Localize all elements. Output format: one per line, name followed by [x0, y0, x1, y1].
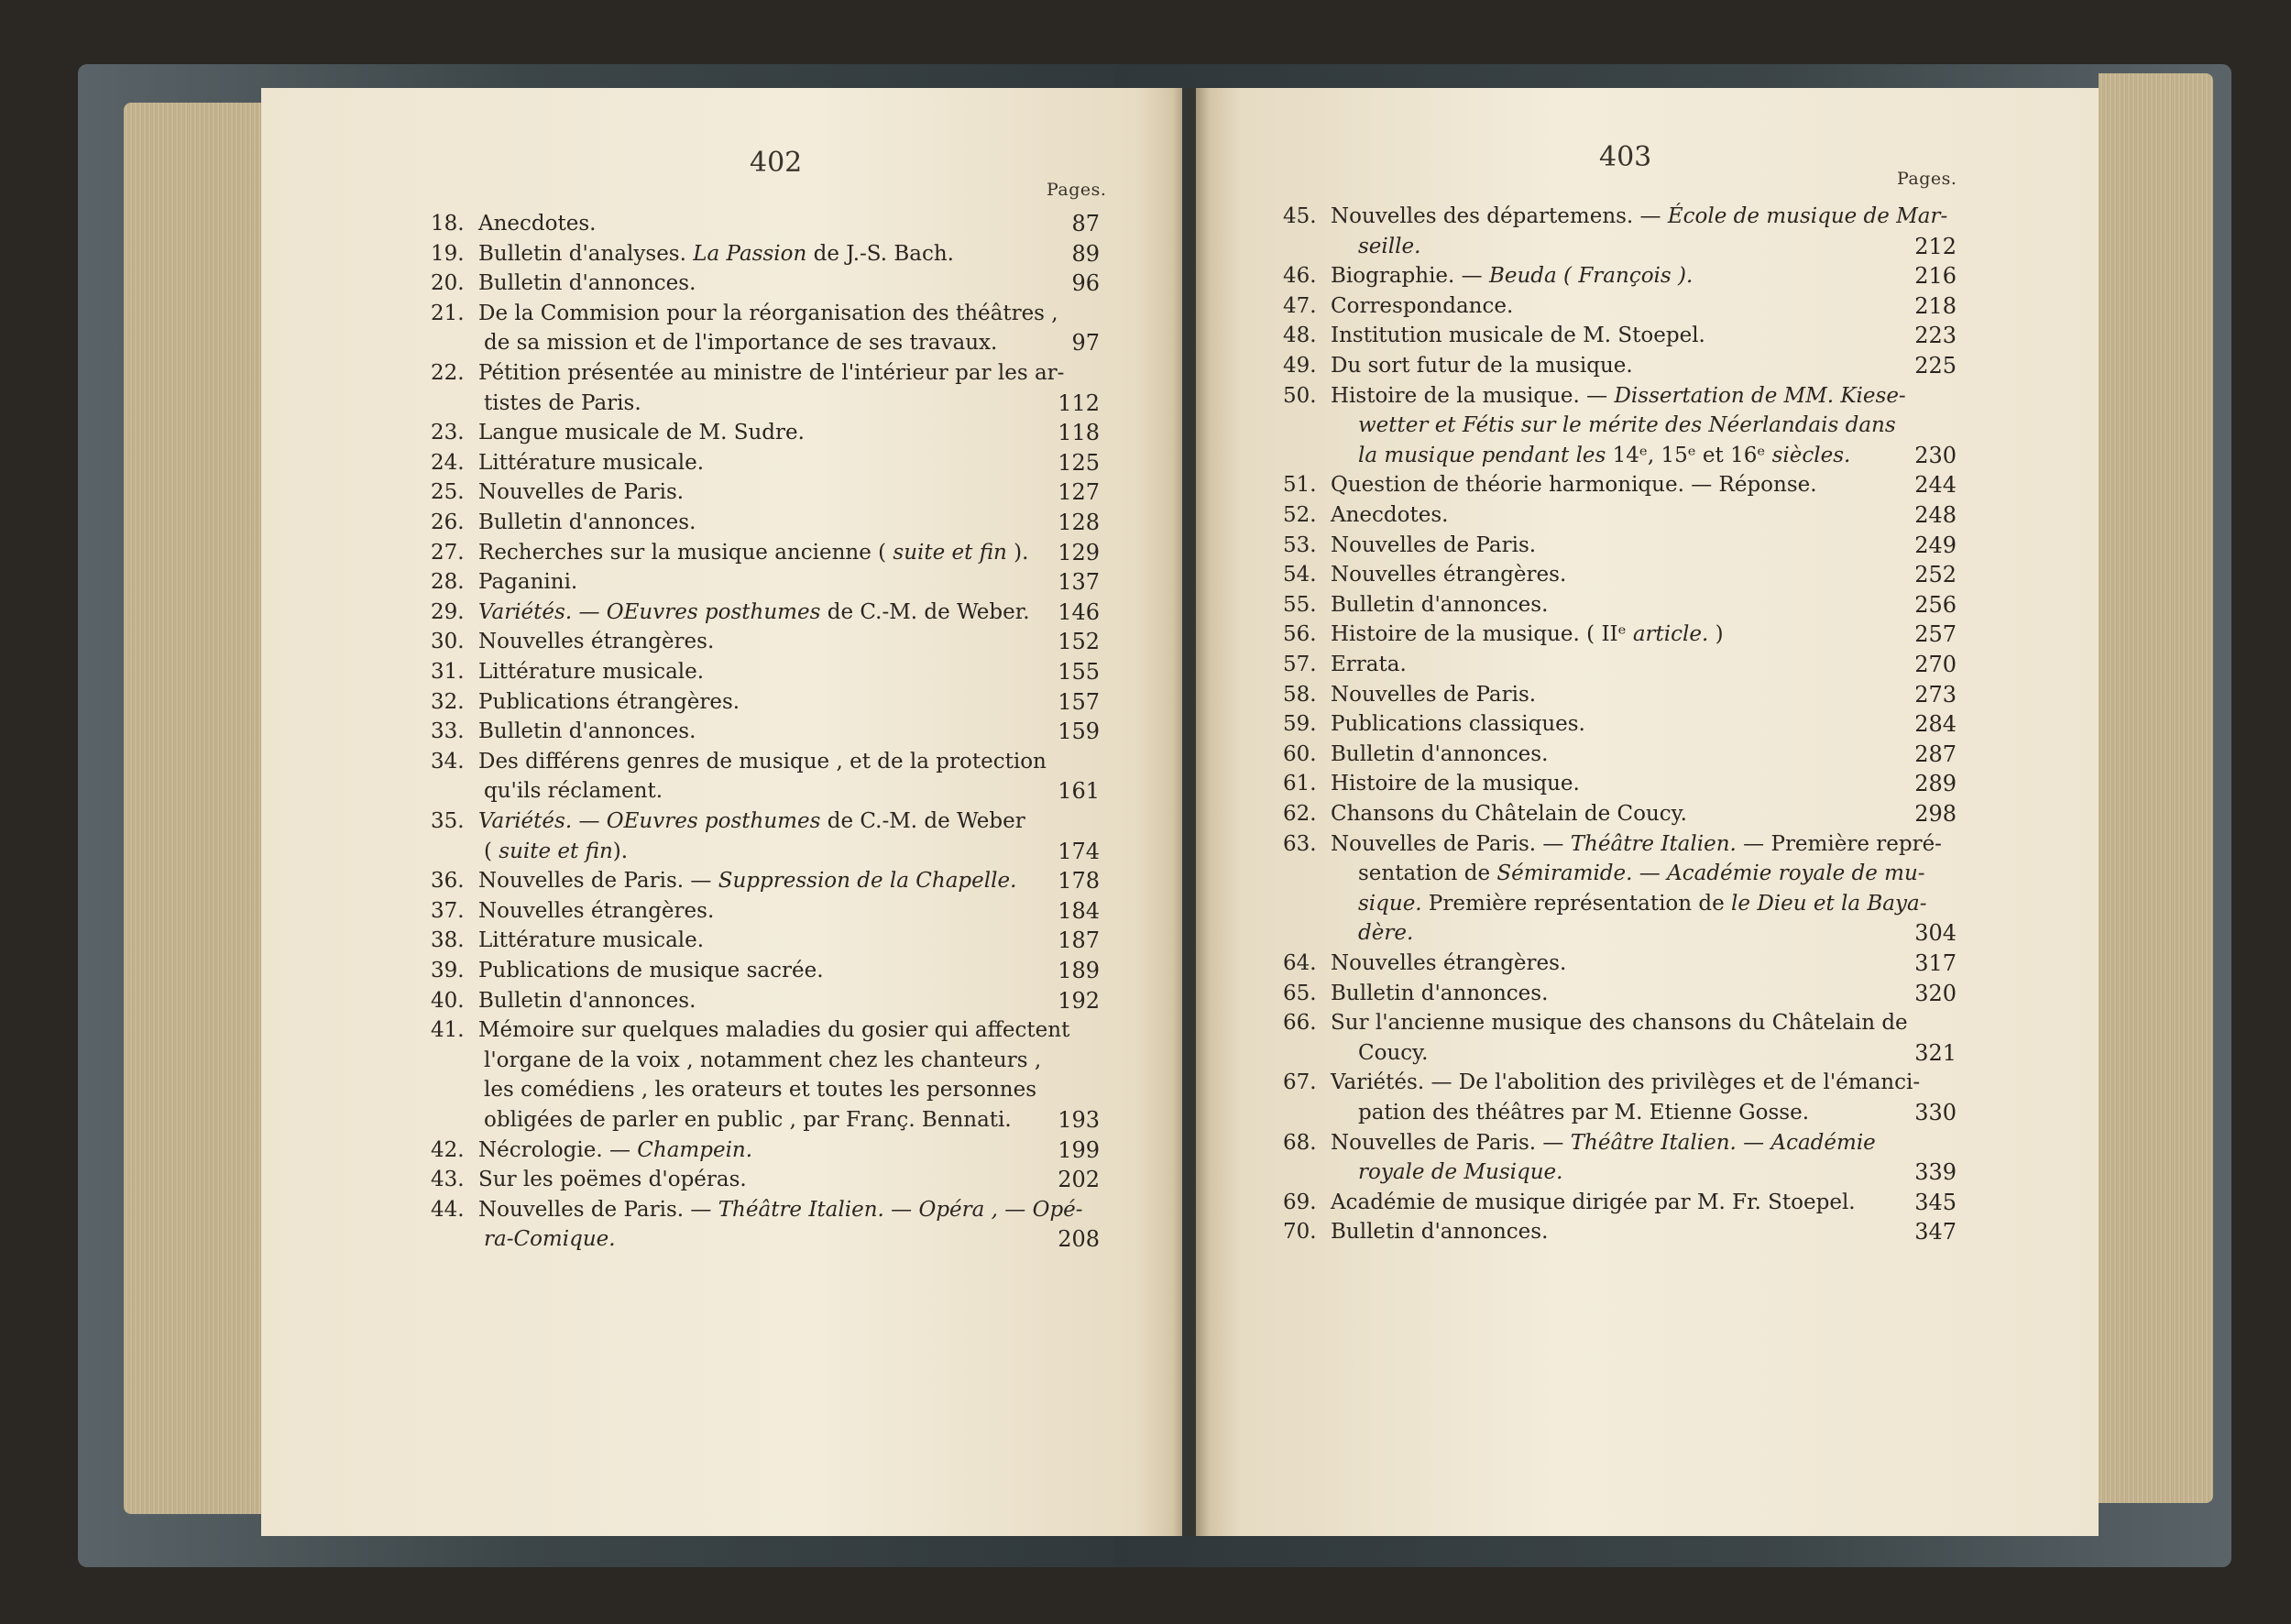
- entry-page-number: 129: [1058, 539, 1100, 565]
- entry-page-number: 304: [1914, 920, 1957, 947]
- entry-text: wetter et Fétis sur le mérite des Néerlandais dans: [1358, 413, 1896, 438]
- entry-page-number: 189: [1058, 958, 1100, 983]
- entry-page-number: 248: [1914, 502, 1957, 528]
- entry-number: 67.: [1283, 1070, 1317, 1095]
- entry-text: Nouvelles de Paris.: [478, 480, 685, 505]
- entry-text: ).: [612, 839, 629, 863]
- entry-page-number: 159: [1058, 719, 1100, 745]
- entry-number: 44.: [431, 1197, 465, 1222]
- entry-text: Pétition présentée au ministre de l'intérieur par les ar-: [478, 361, 1065, 385]
- entry-text: Bulletin d'annonces.: [478, 510, 696, 534]
- entry-page-number: 230: [1914, 442, 1957, 468]
- entry-number: 58.: [1283, 682, 1317, 707]
- toc-entry-line: [431, 657, 704, 686]
- toc-entry-line: [1283, 261, 1693, 291]
- toc-entry-line: [1283, 769, 1580, 798]
- entry-text: suite et fin: [893, 540, 1007, 565]
- entry-page-number: 330: [1914, 1100, 1957, 1125]
- toc-entry-line: [431, 1165, 747, 1194]
- entry-text: Nouvelles étrangères.: [478, 630, 715, 654]
- entry-text: Nouvelles de Paris. —: [1331, 831, 1571, 856]
- toc-entry-line: [484, 328, 997, 357]
- entry-text: siècles.: [1771, 443, 1851, 467]
- entry-text: Nouvelles de Paris. —: [1331, 1130, 1571, 1155]
- entry-text: Bulletin d'annonces.: [478, 271, 696, 296]
- toc-entry-line: [1283, 1128, 1876, 1158]
- entry-text: Histoire de la musique.: [1331, 772, 1580, 796]
- entry-text: Question de théorie harmonique. — Réponse.: [1331, 473, 1817, 498]
- entry-text: Nouvelles étrangères.: [478, 898, 715, 923]
- entry-text: Suppression de la Chapelle.: [718, 869, 1017, 894]
- entry-text: Nouvelles de Paris. —: [478, 869, 718, 894]
- entry-text: Mémoire sur quelques maladies du gosier qui affectent: [478, 1018, 1070, 1043]
- toc-entry-line: [1283, 979, 1548, 1008]
- entry-page-number: 157: [1058, 688, 1100, 715]
- entry-number: 50.: [1283, 383, 1317, 408]
- entry-text: Nouvelles étrangères.: [1331, 951, 1567, 975]
- entry-page-number: 257: [1914, 621, 1957, 648]
- entry-text: Sur l'ancienne musique des chansons du Châtelain de: [1331, 1011, 1908, 1036]
- entry-number: 47.: [1283, 293, 1317, 318]
- entry-page-number: 339: [1914, 1159, 1957, 1186]
- entry-text: article.: [1632, 622, 1709, 647]
- entry-text: ): [1708, 622, 1724, 647]
- entry-number: 25.: [431, 480, 465, 505]
- entry-page-number: 187: [1058, 927, 1100, 954]
- entry-number: 70.: [1283, 1220, 1317, 1245]
- entry-number: 48.: [1283, 324, 1317, 348]
- toc-entry-line: [431, 508, 696, 537]
- toc-entry-line: [1283, 500, 1448, 530]
- toc-entry-line: [1358, 1038, 1428, 1068]
- toc-entry-line: [431, 209, 596, 238]
- entry-text: le Dieu et la Baya-: [1731, 891, 1927, 916]
- entry-text: Publications étrangères.: [478, 689, 740, 714]
- entry-text: Publications classiques.: [1331, 712, 1585, 737]
- toc-entry-line: [1283, 531, 1536, 560]
- entry-number: 33.: [431, 719, 465, 744]
- entry-text: Bulletin d'annonces.: [1331, 1220, 1549, 1245]
- toc-entry-line: [484, 1075, 1036, 1104]
- entry-text: Variétés. — De l'abolition des privilèges et de l'émanci-: [1331, 1070, 1921, 1095]
- toc-entry-line: [431, 239, 954, 269]
- entry-number: 63.: [1283, 831, 1317, 856]
- entry-page-number: 218: [1914, 292, 1957, 319]
- toc-entry-line: [1283, 1008, 1908, 1037]
- entry-text: Bulletin d'annonces.: [1331, 741, 1549, 766]
- entry-page-number: 127: [1058, 479, 1100, 506]
- entry-text: Histoire de la musique. —: [1331, 383, 1615, 408]
- entry-page-number: 298: [1914, 801, 1957, 827]
- entry-number: 31.: [431, 660, 465, 684]
- entry-page-number: 208: [1058, 1226, 1100, 1253]
- entry-text: Errata.: [1331, 653, 1407, 676]
- toc-entry-line: [484, 1105, 1012, 1135]
- entry-number: 37.: [431, 898, 465, 923]
- entry-number: 38.: [431, 928, 465, 953]
- entry-text: La Passion: [693, 241, 807, 266]
- entry-number: 42.: [431, 1137, 465, 1162]
- toc-entry-line: [1283, 321, 1705, 350]
- toc-entry-line: [431, 747, 1047, 776]
- toc-entry-line: [1358, 889, 1927, 918]
- entry-page-number: 178: [1058, 868, 1100, 894]
- entry-number: 26.: [431, 510, 465, 534]
- entry-page-number: 270: [1914, 652, 1957, 677]
- entry-number: 61.: [1283, 772, 1317, 796]
- entry-text: Nécrologie. —: [478, 1137, 638, 1162]
- entry-page-number: 256: [1914, 591, 1957, 618]
- entry-number: 68.: [1283, 1130, 1317, 1155]
- entry-number: 36.: [431, 869, 465, 894]
- entry-text: De la Commision pour la réorganisation des théâtres ,: [478, 301, 1058, 325]
- entry-number: 30.: [431, 630, 465, 654]
- entry-number: 52.: [1283, 503, 1317, 527]
- toc-entry-line: [431, 299, 1058, 328]
- toc-entry-line: [431, 1136, 752, 1165]
- toc-entry-line: [431, 269, 696, 298]
- toc-entry-line: [1358, 232, 1420, 261]
- toc-entry-line: [1358, 411, 1896, 440]
- toc-entry-line: [431, 448, 704, 477]
- entry-page-number: 155: [1058, 659, 1100, 685]
- toc-entry-line: [431, 627, 714, 656]
- entry-page-number: 273: [1914, 681, 1957, 708]
- entry-text: Des différens genres de musique , et de la protection: [478, 749, 1047, 774]
- toc-entry-line: [1283, 470, 1817, 499]
- entry-page-number: 289: [1914, 771, 1957, 797]
- right-pages-label: Pages.: [1897, 169, 1957, 189]
- entry-page-number: 317: [1914, 950, 1957, 976]
- entry-text: Bulletin d'analyses.: [478, 241, 694, 266]
- entry-page-number: 146: [1058, 598, 1100, 625]
- entry-text: de C.-M. de Weber: [820, 809, 1025, 833]
- toc-entry-line: [1283, 1217, 1548, 1246]
- entry-text: sique.: [1358, 891, 1422, 916]
- entry-text: tistes de Paris.: [484, 390, 641, 415]
- entry-page-number: 223: [1914, 323, 1957, 349]
- entry-number: 57.: [1283, 653, 1317, 676]
- entry-page-number: 347: [1914, 1219, 1957, 1245]
- toc-entry-line: [1283, 351, 1633, 380]
- toc-entry-line: [1283, 381, 1906, 411]
- entry-text: les comédiens , les orateurs et toutes les personnes: [484, 1078, 1037, 1103]
- entry-text: pation des théâtres par M. Etienne Gosse.: [1358, 1101, 1810, 1125]
- entry-text: Bulletin d'annonces.: [478, 988, 696, 1013]
- entry-text: Beuda ( François ).: [1488, 264, 1694, 289]
- entry-page-number: 249: [1914, 532, 1957, 558]
- entry-text: Bulletin d'annonces.: [1331, 981, 1549, 1005]
- entry-page-number: 225: [1914, 353, 1957, 379]
- entry-text: Correspondance.: [1331, 293, 1514, 318]
- entry-text: Sur les poëmes d'opéras.: [478, 1168, 747, 1192]
- entry-text: Publications de musique sacrée.: [478, 959, 824, 982]
- entry-text: Théâtre Italien.: [1570, 831, 1737, 856]
- entry-text: Première représentation de: [1421, 891, 1732, 916]
- entry-number: 46.: [1283, 264, 1317, 289]
- toc-entry-line: [431, 358, 1064, 388]
- entry-text: Bulletin d'annonces.: [1331, 592, 1549, 617]
- entry-page-number: 320: [1914, 980, 1957, 1006]
- entry-text: Variétés. — OEuvres posthumes: [478, 809, 821, 833]
- entry-page-number: 216: [1914, 263, 1957, 290]
- entry-text: Champein.: [637, 1137, 753, 1162]
- entry-page-number: 161: [1058, 778, 1100, 805]
- entry-text: Académie de musique dirigée par M. Fr. Stoepel.: [1331, 1190, 1856, 1214]
- entry-page-number: 192: [1058, 987, 1100, 1014]
- entry-text: seille.: [1358, 234, 1421, 258]
- entry-text: de J.-S. Bach.: [806, 241, 954, 266]
- entry-number: 62.: [1283, 802, 1317, 826]
- entry-text: Nouvelles de Paris.: [1331, 682, 1537, 707]
- toc-entry-line: [1283, 740, 1548, 769]
- entry-number: 66.: [1283, 1011, 1317, 1036]
- toc-entry-line: [1283, 1068, 1920, 1097]
- entry-number: 59.: [1283, 712, 1317, 737]
- toc-entry-line: [1283, 799, 1687, 828]
- entry-number: 43.: [431, 1168, 465, 1192]
- left-pages-label: Pages.: [1047, 180, 1107, 200]
- toc-entry-line: [1358, 1158, 1562, 1187]
- entry-page-number: 184: [1058, 897, 1100, 924]
- toc-entry-line: [431, 1015, 1069, 1045]
- entry-page-number: 174: [1058, 838, 1100, 864]
- toc-entry-line: [1283, 202, 1947, 231]
- entry-text: Littérature musicale.: [478, 450, 705, 475]
- entry-number: 27.: [431, 540, 465, 565]
- toc-entry-line: [431, 687, 740, 717]
- toc-entry-line: [484, 389, 641, 418]
- toc-entry-line: [431, 926, 704, 955]
- entry-text: École de musique de Mar-: [1667, 204, 1948, 228]
- toc-entry-line: [1283, 291, 1513, 321]
- toc-entry-line: [1283, 560, 1566, 589]
- entry-number: 53.: [1283, 532, 1317, 557]
- entry-text: — Première repré-: [1736, 831, 1942, 856]
- toc-entry-line: [1283, 590, 1548, 620]
- entry-page-number: 125: [1058, 449, 1100, 476]
- entry-text: de sa mission et de l'importance de ses travaux.: [484, 331, 998, 356]
- entry-page-number: 202: [1058, 1167, 1100, 1193]
- entry-number: 39.: [431, 959, 465, 982]
- entry-number: 55.: [1283, 592, 1317, 617]
- entry-page-number: 252: [1914, 562, 1957, 588]
- entry-number: 19.: [431, 241, 465, 266]
- toc-entry-line: [484, 776, 663, 806]
- toc-entry-line: [1283, 709, 1585, 739]
- entry-page-number: 96: [1071, 270, 1100, 297]
- entry-number: 22.: [431, 361, 465, 385]
- toc-entry-line: [431, 717, 696, 746]
- entry-number: 41.: [431, 1018, 465, 1043]
- entry-page-number: 244: [1914, 472, 1957, 499]
- entry-page-number: 284: [1914, 711, 1957, 738]
- entry-text: Du sort futur de la musique.: [1331, 354, 1633, 378]
- entry-text: qu'ils réclament.: [484, 779, 663, 804]
- entry-number: 34.: [431, 749, 465, 774]
- entry-text: 14ᵉ, 15ᵉ et 16ᵉ: [1606, 443, 1772, 467]
- entry-text: obligées de parler en public , par Franç. Bennati.: [484, 1108, 1012, 1132]
- entry-text: Littérature musicale.: [478, 660, 705, 684]
- right-page-number: 403: [1599, 141, 1652, 173]
- entry-text: Anecdotes.: [1331, 503, 1449, 527]
- entry-number: 35.: [431, 809, 465, 833]
- entry-text: sentation de: [1358, 861, 1497, 886]
- entry-number: 32.: [431, 689, 465, 714]
- entry-number: 56.: [1283, 622, 1317, 647]
- entry-text: Théâtre Italien. — Opéra , — Opé-: [718, 1197, 1083, 1222]
- entry-text: Nouvelles étrangères.: [1331, 563, 1567, 587]
- entry-text: Nouvelles de Paris. —: [478, 1197, 718, 1222]
- toc-entry-line: [1283, 829, 1942, 859]
- entry-text: Langue musicale de M. Sudre.: [478, 421, 805, 445]
- toc-entry-line: [484, 837, 628, 866]
- entry-text: Recherches sur la musique ancienne (: [478, 540, 893, 565]
- entry-text: l'organe de la voix , notamment chez les chanteurs ,: [484, 1048, 1042, 1072]
- toc-entry-line: [1283, 620, 1724, 649]
- entry-number: 64.: [1283, 951, 1317, 975]
- toc-entry-line: [1283, 680, 1536, 709]
- entry-number: 69.: [1283, 1190, 1317, 1214]
- entry-number: 54.: [1283, 563, 1317, 587]
- entry-number: 40.: [431, 988, 465, 1013]
- entry-number: 23.: [431, 421, 465, 445]
- toc-entry-line: [1283, 949, 1566, 978]
- entry-text: royale de Musique.: [1358, 1160, 1563, 1185]
- toc-entry-line: [1283, 1188, 1856, 1217]
- entry-number: 21.: [431, 301, 465, 325]
- entry-page-number: 118: [1058, 420, 1100, 446]
- entry-text: Institution musicale de M. Stoepel.: [1331, 324, 1705, 348]
- toc-entry-line: [431, 986, 696, 1015]
- book-gutter: [1173, 88, 1210, 1536]
- entry-text: Bulletin d'annonces.: [478, 719, 696, 744]
- entry-number: 65.: [1283, 981, 1317, 1005]
- entry-text: Nouvelles des départemens. —: [1331, 204, 1668, 228]
- entry-page-number: 87: [1071, 211, 1100, 236]
- entry-page-number: 321: [1914, 1039, 1957, 1066]
- entry-text: de C.-M. de Weber.: [820, 599, 1030, 624]
- entry-page-number: 193: [1058, 1107, 1100, 1133]
- entry-page-number: 97: [1071, 330, 1100, 357]
- entry-text: Littérature musicale.: [478, 928, 705, 953]
- toc-entry-line: [431, 896, 714, 926]
- entry-text: Nouvelles de Paris.: [1331, 532, 1537, 557]
- entry-page-number: 199: [1058, 1136, 1100, 1163]
- entry-page-number: 89: [1071, 240, 1100, 267]
- entry-page-number: 287: [1914, 741, 1957, 767]
- toc-entry-line: [484, 1224, 616, 1254]
- entry-number: 45.: [1283, 204, 1317, 228]
- entry-text: Anecdotes.: [478, 212, 597, 236]
- entry-text: dère.: [1358, 921, 1414, 946]
- entry-number: 51.: [1283, 473, 1317, 498]
- entry-number: 24.: [431, 450, 465, 475]
- toc-entry-line: [431, 477, 684, 507]
- entry-text: Dissertation de MM. Kiese-: [1614, 383, 1906, 408]
- toc-entry-line: [431, 538, 1028, 567]
- entry-text: Sémiramide. — Académie royale de mu-: [1496, 861, 1925, 886]
- entry-text: Théâtre Italien. — Académie: [1570, 1130, 1876, 1155]
- entry-text: Chansons du Châtelain de Coucy.: [1331, 802, 1687, 826]
- toc-entry-line: [431, 807, 1025, 836]
- entry-number: 28.: [431, 570, 465, 595]
- entry-text: la musique pendant les: [1358, 443, 1606, 467]
- toc-entry-line: [431, 598, 1030, 627]
- page-edges-right: [2099, 73, 2213, 1503]
- entry-text: ).: [1006, 540, 1029, 565]
- toc-entry-line: [1358, 859, 1925, 888]
- entry-number: 49.: [1283, 354, 1317, 378]
- entry-page-number: 112: [1058, 390, 1100, 416]
- entry-text: Histoire de la musique. ( IIᵉ: [1331, 622, 1633, 647]
- toc-entry-line: [431, 567, 577, 597]
- entry-text: suite et fin: [499, 839, 613, 863]
- entry-page-number: 152: [1058, 629, 1100, 655]
- toc-entry-line: [1358, 918, 1413, 948]
- entry-number: 29.: [431, 599, 465, 624]
- entry-text: Coucy.: [1358, 1040, 1429, 1065]
- entry-number: 60.: [1283, 741, 1317, 766]
- entry-page-number: 345: [1914, 1189, 1957, 1215]
- toc-entry-line: [431, 1195, 1083, 1224]
- toc-entry-line: [1358, 441, 1850, 470]
- toc-entry-line: [431, 418, 805, 447]
- entry-text: Biographie. —: [1331, 264, 1489, 289]
- toc-entry-line: [431, 956, 824, 985]
- entry-number: 18.: [431, 212, 465, 236]
- entry-page-number: 212: [1914, 233, 1957, 259]
- entry-number: 20.: [431, 271, 465, 296]
- entry-page-number: 137: [1058, 569, 1100, 596]
- entry-text: Paganini.: [478, 570, 578, 595]
- entry-text: (: [484, 839, 499, 863]
- left-page-number: 402: [750, 147, 803, 179]
- toc-entry-line: [1283, 650, 1407, 679]
- entry-text: ra-Comique.: [484, 1227, 616, 1252]
- toc-entry-line: [484, 1046, 1041, 1075]
- entry-text: Variétés. — OEuvres posthumes: [478, 599, 821, 624]
- toc-entry-line: [431, 866, 1016, 895]
- toc-entry-line: [1358, 1098, 1809, 1127]
- entry-page-number: 128: [1058, 510, 1100, 535]
